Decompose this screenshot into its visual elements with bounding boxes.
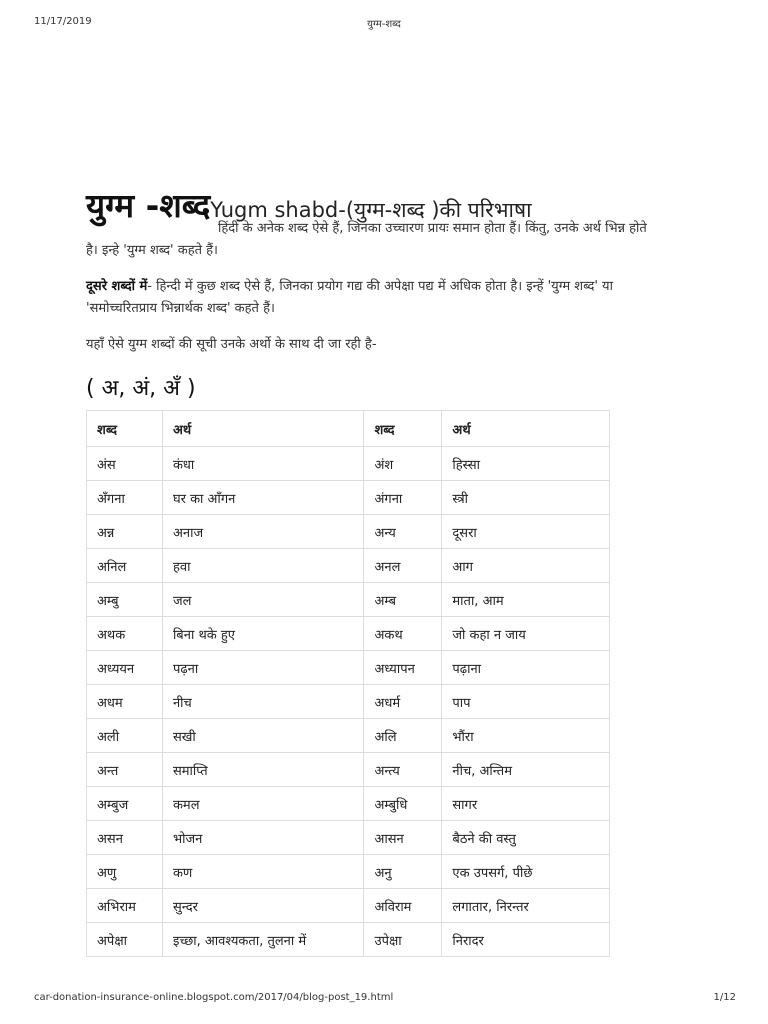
word-cell: अंश: [364, 447, 442, 481]
heading-main: युग्म -शब्द: [86, 186, 211, 225]
meaning-cell: पढ़ना: [162, 651, 364, 685]
word-cell: अभिराम: [87, 889, 163, 923]
table-row: [87, 481, 610, 515]
word-cell: अम्बु: [87, 583, 163, 617]
word-cell: अधर्म: [364, 685, 442, 719]
table-row: [87, 923, 610, 957]
word-pairs-table: [86, 410, 610, 957]
intro-p1-line1: हिंदी के अनेक शब्द ऐसे हैं, जिनका उच्चारण प्रायः समान होता हैं। किंतु, उनके अर्थ भिन्न होते: [218, 221, 647, 236]
print-date: 11/17/2019: [34, 16, 92, 27]
word-cell: अंगना: [364, 481, 442, 515]
table-row: [87, 753, 610, 787]
meaning-cell: बिना थके हुए: [162, 617, 364, 651]
word-cell: अन्न: [87, 515, 163, 549]
word-cell: अपेक्षा: [87, 923, 163, 957]
intro-p2-text: - हिन्दी में कुछ शब्द ऐसे हैं, जिनका प्रयोग गद्य की अपेक्षा पद्य में अधिक होता है। इन्हें 'युग्म शब्द' या 'समोच्चरितप्राय भिन्नार्थक शब्द' कहते हैं।: [86, 279, 613, 316]
word-cell: अम्बुधि: [364, 787, 442, 821]
column-header: शब्द: [87, 411, 163, 447]
meaning-cell: हिस्सा: [442, 447, 610, 481]
meaning-cell: सागर: [442, 787, 610, 821]
meaning-cell: पढ़ाना: [442, 651, 610, 685]
source-url: car-donation-insurance-online.blogspot.com/2017/04/blog-post_19.html: [34, 992, 394, 1003]
word-cell: अम्ब: [364, 583, 442, 617]
intro-paragraph-2: [86, 276, 686, 320]
print-page-title: युग्म-शब्द: [367, 19, 401, 30]
meaning-cell: कंधा: [162, 447, 364, 481]
word-cell: अन्त्य: [364, 753, 442, 787]
intro-paragraph-1: [86, 218, 686, 262]
column-header: अर्थ: [162, 411, 364, 447]
meaning-cell: समाप्ति: [162, 753, 364, 787]
word-cell: अकथ: [364, 617, 442, 651]
meaning-cell: पाप: [442, 685, 610, 719]
word-cell: अम्बुज: [87, 787, 163, 821]
column-header: अर्थ: [442, 411, 610, 447]
word-cell: अथक: [87, 617, 163, 651]
word-cell: अनु: [364, 855, 442, 889]
meaning-cell: आग: [442, 549, 610, 583]
intro-p1-line2: है। इन्हे 'युग्म शब्द' कहते हैं।: [86, 243, 218, 258]
meaning-cell: निरादर: [442, 923, 610, 957]
word-cell: अन्य: [364, 515, 442, 549]
meaning-cell: दूसरा: [442, 515, 610, 549]
meaning-cell: लगातार, निरन्तर: [442, 889, 610, 923]
word-cell: अध्यापन: [364, 651, 442, 685]
table-row: [87, 651, 610, 685]
meaning-cell: सुन्दर: [162, 889, 364, 923]
word-cell: अलि: [364, 719, 442, 753]
table-row: [87, 719, 610, 753]
meaning-cell: नीच: [162, 685, 364, 719]
meaning-cell: कमल: [162, 787, 364, 821]
word-cell: अली: [87, 719, 163, 753]
meaning-cell: एक उपसर्ग, पीछे: [442, 855, 610, 889]
word-cell: उपेक्षा: [364, 923, 442, 957]
meaning-cell: कण: [162, 855, 364, 889]
meaning-cell: माता, आम: [442, 583, 610, 617]
table-row: [87, 617, 610, 651]
table-row: [87, 821, 610, 855]
meaning-cell: जो कहा न जाय: [442, 617, 610, 651]
word-cell: अँगना: [87, 481, 163, 515]
section-heading: ( अ, अं, अँ ): [86, 376, 196, 401]
meaning-cell: स्त्री: [442, 481, 610, 515]
column-header: शब्द: [364, 411, 442, 447]
page-number: 1/12: [713, 992, 736, 1003]
word-cell: अनिल: [87, 549, 163, 583]
table-row: [87, 889, 610, 923]
table-row: [87, 855, 610, 889]
meaning-cell: घर का आँगन: [162, 481, 364, 515]
table-row: [87, 447, 610, 481]
meaning-cell: भौंरा: [442, 719, 610, 753]
word-cell: अन्त: [87, 753, 163, 787]
meaning-cell: हवा: [162, 549, 364, 583]
word-cell: असन: [87, 821, 163, 855]
heading-sub: Yugm shabd-(युग्म-शब्द )की परिभाषा: [210, 198, 532, 222]
table-row: [87, 549, 610, 583]
meaning-cell: जल: [162, 583, 364, 617]
meaning-cell: भोजन: [162, 821, 364, 855]
intro-paragraph-3: यहाँ ऐसे युग्म शब्दों की सूची उनके अर्थो के साथ दी जा रही है-: [86, 337, 377, 352]
table-row: [87, 685, 610, 719]
intro-p2-bold: दूसरे शब्दों में: [86, 279, 148, 294]
word-cell: अंस: [87, 447, 163, 481]
meaning-cell: इच्छा, आवश्यकता, तुलना में: [162, 923, 364, 957]
word-cell: अविराम: [364, 889, 442, 923]
meaning-cell: बैठने की वस्तु: [442, 821, 610, 855]
word-cell: अधम: [87, 685, 163, 719]
meaning-cell: अनाज: [162, 515, 364, 549]
meaning-cell: सखी: [162, 719, 364, 753]
table-body: [87, 447, 610, 957]
word-cell: अध्ययन: [87, 651, 163, 685]
table-row: [87, 787, 610, 821]
table-header-row: [87, 411, 610, 447]
table-row: [87, 515, 610, 549]
word-cell: आसन: [364, 821, 442, 855]
meaning-cell: नीच, अन्तिम: [442, 753, 610, 787]
word-cell: अनल: [364, 549, 442, 583]
word-cell: अणु: [87, 855, 163, 889]
table-row: [87, 583, 610, 617]
